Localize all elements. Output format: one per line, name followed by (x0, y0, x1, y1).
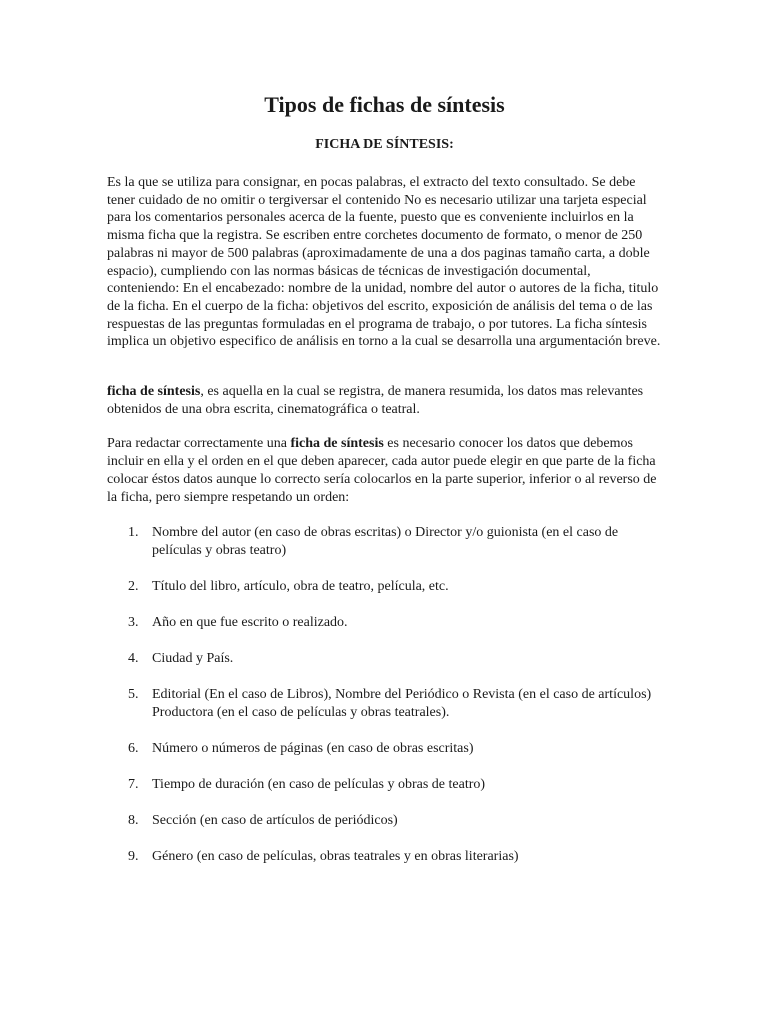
list-item-number: 7. (128, 777, 139, 793)
list-item-number: 2. (128, 579, 139, 595)
list-item (107, 686, 662, 722)
document-title: Tipos de fichas de síntesis (264, 92, 505, 117)
list-item-text: Nombre del autor (en caso de obras escritas) o Director y/o guionista (en el caso de películas y obras teatro) (152, 525, 619, 559)
list-item (107, 848, 662, 866)
list-item-text: Editorial (En el caso de Libros), Nombre del Periódico o Revista (en el caso de artículos) Productora (en el caso de películas y obras teatrales). (152, 687, 652, 721)
list-item (107, 650, 662, 668)
data-order-list (107, 524, 662, 866)
list-item-number: 3. (128, 615, 139, 631)
list-item-number: 6. (128, 741, 139, 757)
list-item-number: 1. (128, 525, 139, 541)
list-item-text: Tiempo de duración (en caso de películas y obras de teatro) (152, 777, 486, 793)
list-item-number: 9. (128, 849, 139, 865)
list-item-number: 4. (128, 651, 139, 667)
list-item-text: Sección (en caso de artículos de periódicos) (152, 813, 398, 829)
list-item-text: Título del libro, artículo, obra de teatro, película, etc. (152, 579, 449, 595)
list-item-text: Número o números de páginas (en caso de obras escritas) (152, 741, 474, 757)
list-item-text: Ciudad y País. (152, 651, 234, 667)
document-page (107, 90, 662, 884)
paragraph-2-bold-term: ficha de síntesis (107, 384, 201, 400)
list-item-text: Año en que fue escrito o realizado. (152, 615, 348, 631)
paragraph-2-text: , es aquella en la cual se registra, de manera resumida, los datos mas relevantes obtenidos de una obra escrita, cinematográfica o teatral. (107, 384, 644, 417)
paragraph-3-before: Para redactar correctamente una (107, 436, 291, 452)
list-item (107, 776, 662, 794)
list-item-text: Género (en caso de películas, obras teatrales y en obras literarias) (152, 849, 519, 865)
paragraph-3-after: es necesario conocer los datos que debemos incluir en ella y el orden en el que deben aparecer, cada autor puede elegir en que parte de la ficha colocar éstos datos aunque lo correcto sería colocarlos en la parte superior, inferior o al reverso de la ficha, pero siempre respetando un orden: (107, 436, 657, 505)
list-item (107, 812, 662, 830)
list-item (107, 614, 662, 632)
paragraph-ficha-definition (107, 383, 662, 418)
list-item (107, 524, 662, 560)
paragraph-redaction (107, 435, 662, 506)
paragraph-definition: Es la que se utiliza para consignar, en pocas palabras, el extracto del texto consultado. Se debe tener cuidado de no omitir o tergiversar el contenido No es necesario utilizar una tarjeta especial para los comentarios personales acerca de la fuente, puesto que es conveniente incluirlos en la misma ficha que la registra. Se escriben entre corchetes documento de formato, o menor de 250 palabras ni mayor de 500 palabras (aproximadamente de una a dos paginas tamaño carta, a doble espacio), cumpliendo con las normas básicas de técnicas de investigación documental, conteniendo: En el encabezado: nombre de la unidad, nombre del autor o autores de la ficha, titulo de la ficha. En el cuerpo de la ficha: objetivos del escrito, exposición de análisis del tema o de las respuestas de las preguntas formuladas en el programa de trabajo, o por tutores. La ficha síntesis implica un objetivo especifico de análisis en torno a la cual se desarrolla una argumentación breve. (107, 175, 661, 350)
list-item (107, 740, 662, 758)
section-subtitle: FICHA DE SÍNTESIS: (315, 137, 454, 152)
list-item (107, 578, 662, 596)
list-item-number: 5. (128, 687, 139, 703)
list-item-number: 8. (128, 813, 139, 829)
paragraph-3-bold-term: ficha de síntesis (290, 436, 384, 452)
